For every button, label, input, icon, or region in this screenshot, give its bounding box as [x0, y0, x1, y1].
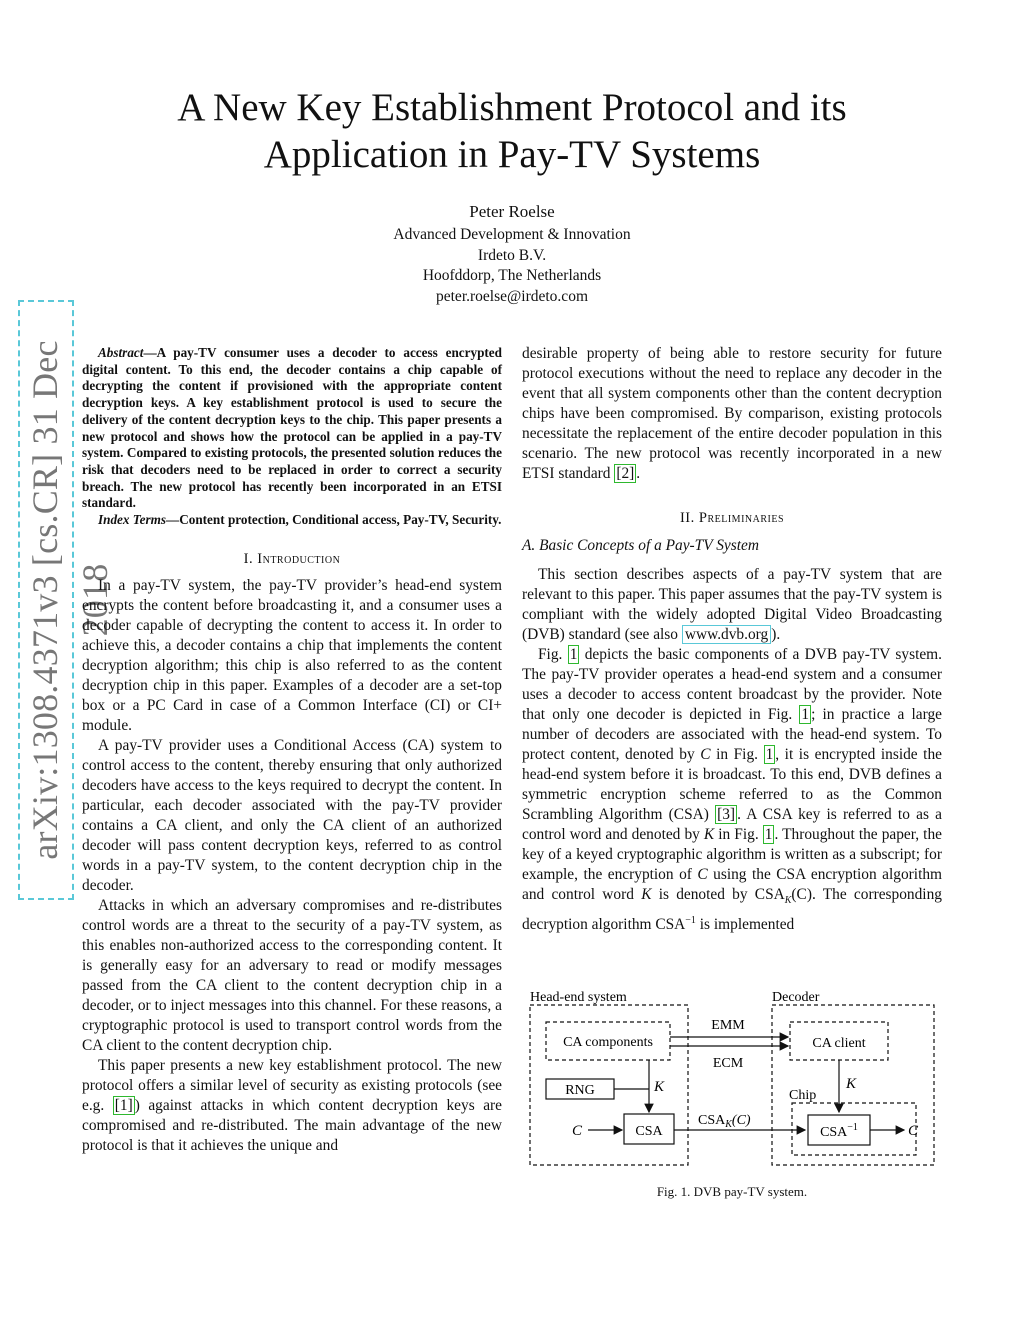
csa-inverse-superscript: −1 [847, 1122, 858, 1133]
text-run: in Fig. [714, 826, 763, 843]
index-terms [82, 512, 502, 529]
figure-link[interactable]: 1 [569, 646, 578, 663]
c-output-label: C [908, 1123, 919, 1139]
index-terms-text: —Content protection, Conditional access, Pay-TV, Security. [166, 512, 502, 528]
continued-paragraph [522, 344, 942, 484]
url-link[interactable]: www.dvb.org [682, 625, 771, 644]
intro-paragraph-2: A pay-TV provider uses a Conditional Access (CA) system to control access to the content, thereby ensuring that only authorized decoders have access to the keys required to decrypt the content. In particular, each decoder associated with the pay-TV provider contains a CA client, and only the CA client of an authorized decoder will pass content decryption keys, referred to as control words in a pay-TV system, to the content decryption chip in the decoder. [82, 736, 502, 894]
abstract-text: —A pay-TV consumer uses a decoder to access encrypted digital content. To this end, the decoder contains a chip capable of decrypting the content if provisioned with the appropriate content decryption keys. A key establishment protocol is used to secure the delivery of the content decryption keys to the chip. This paper presents a new protocol and shows how the protocol can be applied in a pay-TV system. Compared to existing protocols, the presented solution reduces the risk that decoders need to be replaced in order to correct a security breach. The new protocol has recently been incorporated in an ETSI standard. [82, 345, 502, 511]
text-run: using the CSA encryption algorithm and control word [522, 866, 943, 903]
k-right-label: K [846, 1076, 857, 1092]
citation-link[interactable]: [3] [717, 806, 736, 823]
arxiv-stamp[interactable]: arXiv:1308.4371v3 [cs.CR] 31 Dec 2018 [18, 300, 74, 900]
csa-k-label [698, 1113, 751, 1130]
c-input-label: C [572, 1123, 583, 1139]
text-run: (C). The corresponding decryption algorithm CSA [522, 886, 942, 934]
abstract-label: Abstract [98, 345, 144, 360]
text-run: desirable property of being able to restore security for future protocol executions without the need to replace any decoder in the event that all system components other than the content decryption chips have been compromised. By comparison, existing protocols necessitate the replacement of the entire decoder population in this scenario. The new protocol was recently incorporated in a new ETSI standard [522, 345, 942, 482]
text-run: ) against attacks in which content decryption keys are compromised and re-distributed. The main advantage of the new protocol is that it achieves the unique and [82, 1096, 502, 1154]
text-run: , it is encrypted inside the head-end system before it is broadcast. To this end, DVB defines a symmetric encryption scheme referred to as the Common Scrambling Algorithm (CSA) [522, 746, 942, 823]
intro-paragraph-4 [82, 1056, 502, 1156]
author-name: Peter Roelse [469, 202, 555, 221]
paper-title [100, 84, 924, 178]
figure-link[interactable]: 1 [765, 746, 774, 763]
citation-link[interactable]: [2] [616, 465, 635, 482]
figure-dvb-diagram [522, 985, 942, 1175]
csa-inverse-label [820, 1122, 858, 1140]
math-var: C [700, 746, 711, 763]
math-var: K [641, 886, 652, 903]
affiliation-line: Advanced Development & Innovation [393, 226, 631, 243]
rng-label: RNG [565, 1083, 595, 1098]
index-terms-label: Index Terms [98, 512, 167, 528]
csa-label: CSA [635, 1124, 663, 1139]
subsection-heading: A. Basic Concepts of a Pay-TV System [522, 537, 759, 554]
text-run: This paper presents a new key establishment protocol. The new protocol offers a similar level of security as existing protocols (see e.g. [82, 1056, 502, 1114]
k-left-label: K [654, 1079, 665, 1095]
section-heading-introduction [82, 549, 502, 569]
title-line-1: A New Key Establishment Protocol and its [177, 86, 847, 129]
text-run: is implemented [695, 916, 795, 934]
ecm-label: ECM [712, 1056, 744, 1071]
text-run: . [636, 465, 641, 482]
affiliation-line: Irdeto B.V. [477, 246, 547, 264]
section-number: I. [243, 550, 254, 567]
headend-label: Head-end system [530, 990, 627, 1005]
section-heading-preliminaries [522, 508, 942, 528]
affiliation-line: Hoofddorp, The Netherlands [422, 267, 602, 284]
text-run: This section describes aspects of a pay-TV system that are relevant to this paper. This paper assumes that the pay-TV system is compliant with the widely adopted Digital Video Broadcasting (DVB) standard (see also [522, 566, 942, 643]
figure-caption: Fig. 1. DVB pay-TV system. [656, 1184, 808, 1199]
intro-paragraph-3: Attacks in which an adversary compromises and re-distributes control words are a threat to the security of a pay-TV system, as this enables non-authorized access to the corresponding content. It is generally easy for an adversary to read or modify messages passed from the CA client to the content decryption chip in a decoder, or to inject messages into this channel. For these reasons, a cryptographic protocol is used to transport control words from the CA client to the content decryption chip. [82, 896, 502, 1054]
prelim-paragraph-1 [522, 565, 942, 645]
math-superscript: −1 [685, 915, 696, 927]
left-column [82, 345, 502, 1156]
figure-link[interactable]: 1 [764, 826, 773, 843]
right-column [522, 344, 942, 935]
ca-components-label: CA components [563, 1035, 653, 1050]
citation-link[interactable]: [1] [114, 1096, 133, 1114]
headend-box [530, 1005, 688, 1165]
emm-label: EMM [711, 1018, 745, 1033]
csa-k-text: CSA [698, 1113, 726, 1128]
affiliation-email: peter.roelse@irdeto.com [436, 287, 588, 305]
text-run: ; in practice a large number of decoders are associated with the head-end system. To protect content, denoted by [522, 706, 942, 763]
text-run: depicts the basic components of a DVB pay-TV system. The pay-TV provider operates a head-end system and a consumer uses a decoder to access content broadcast by the provider. Note that only one decoder is depicted in Fig. [522, 646, 942, 723]
abstract [82, 345, 502, 512]
math-var: K [703, 826, 715, 843]
csa-k-arg: (C) [731, 1113, 751, 1128]
title-line-2: Application in Pay-TV Systems [263, 133, 761, 176]
math-subscript: K [784, 895, 792, 907]
section-number: II. [679, 510, 695, 526]
ca-client-label: CA client [812, 1036, 866, 1051]
csa-k-subscript: K [725, 1119, 732, 1130]
intro-paragraph-1: In a pay-TV system, the pay-TV provider’s head-end system encrypts the content before broadcasting it, and a consumer uses a decoder capable of decrypting the content to access it. In order to achieve this, a decoder contains a chip that implements the content decryption algorithm; this chip is also referred to as the content decryption chip in this paper. Examples of a decoder are a set-top box or a PC Card in case of a Common Interface (CI) or CI+ module. [82, 576, 502, 734]
affiliation [262, 225, 762, 307]
text-run: Fig. [538, 646, 568, 663]
text-run: in Fig. [710, 746, 764, 763]
chip-label: Chip [789, 1088, 817, 1103]
figure-link[interactable]: 1 [801, 706, 810, 723]
text-run: . A CSA key is referred to as a control word and denoted by [522, 806, 943, 843]
section-title: Preliminaries [698, 510, 785, 526]
decoder-label: Decoder [772, 990, 820, 1005]
prelim-paragraph-2 [522, 645, 942, 935]
text-run: is denoted by CSA [651, 886, 785, 903]
section-title: Introduction [257, 550, 341, 567]
text-run: ). [771, 626, 781, 643]
math-var: C [697, 866, 708, 883]
text-run: . Throughout the paper, the key of a keyed cryptographic algorithm is written as a subscript; for example, the encryption of [522, 826, 942, 883]
csa-inverse-text: CSA [820, 1125, 848, 1140]
